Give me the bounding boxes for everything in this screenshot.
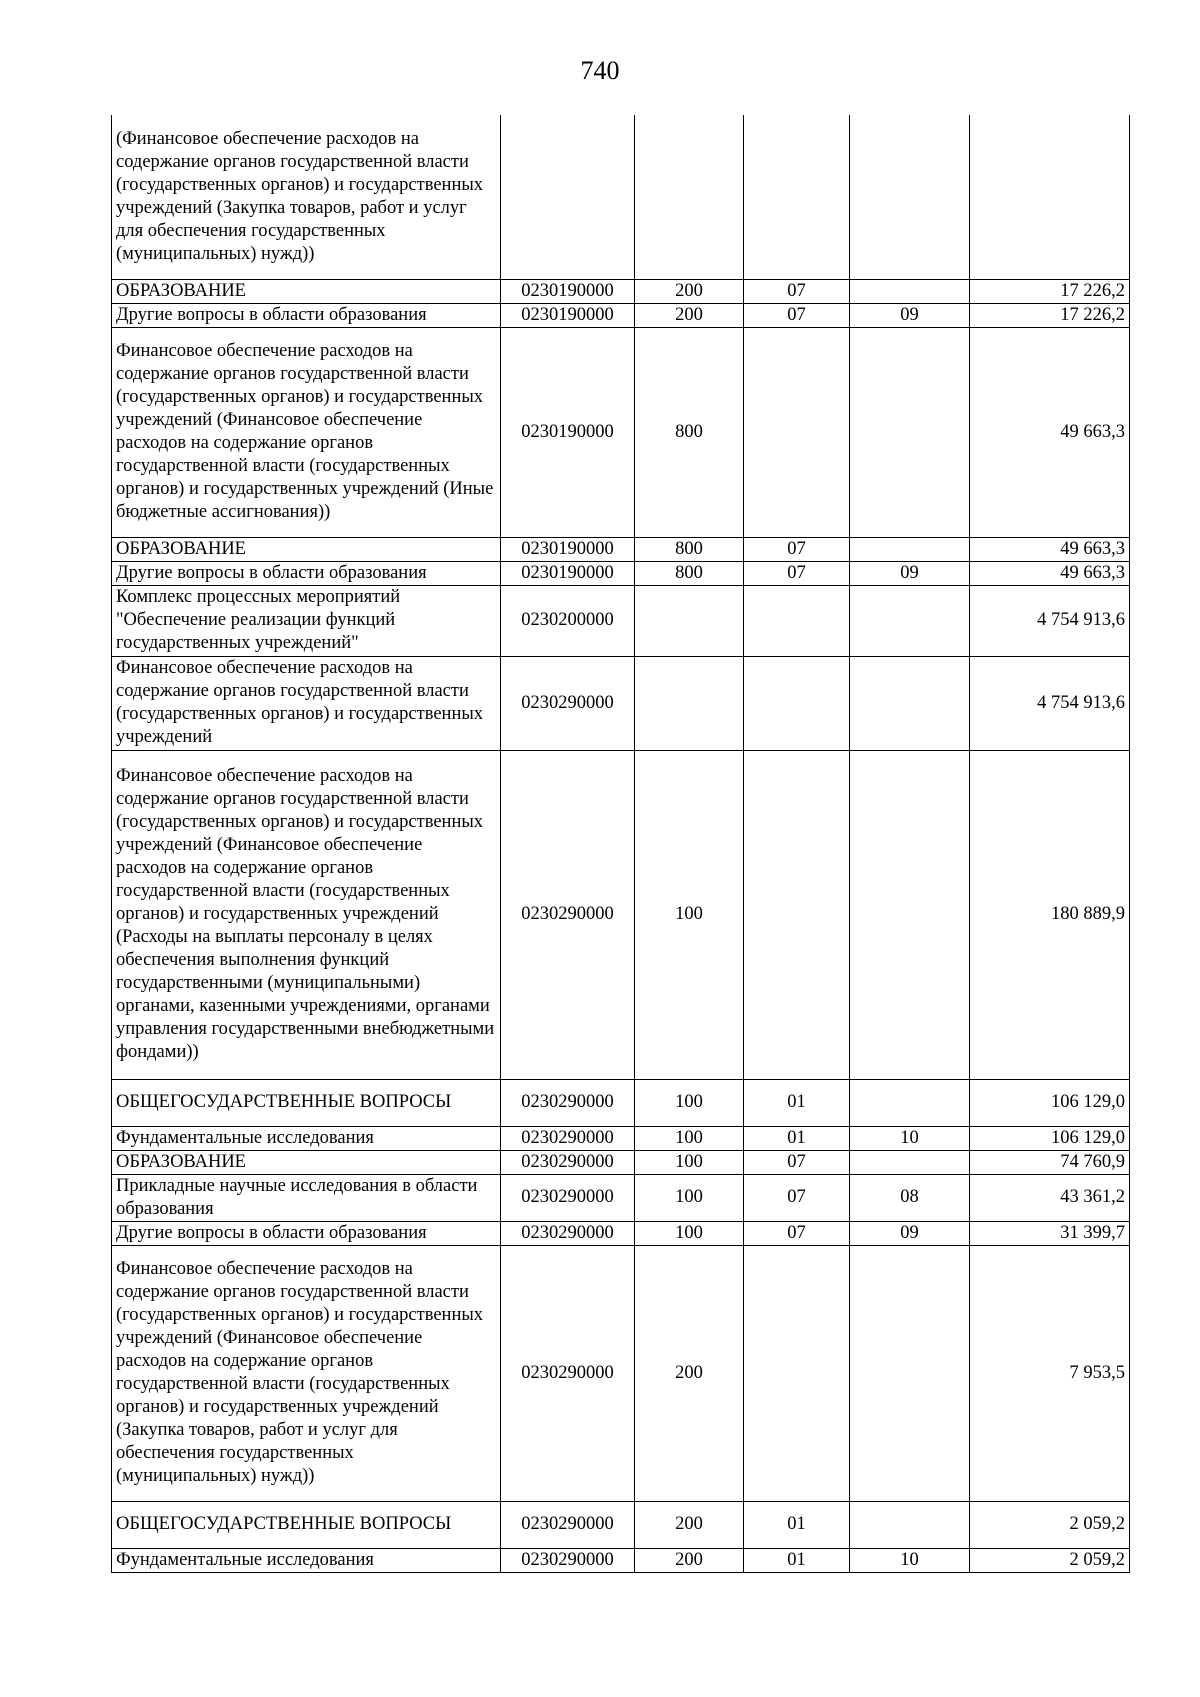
row-vr-cell: 800 xyxy=(635,537,744,561)
row-rz-cell: 07 xyxy=(744,537,850,561)
row-pr-cell xyxy=(850,656,970,750)
row-rz-cell: 07 xyxy=(744,561,850,585)
row-amount-cell: 17 226,2 xyxy=(970,279,1130,303)
row-pr-cell: 10 xyxy=(850,1126,970,1150)
row-pr-cell: 09 xyxy=(850,561,970,585)
row-vr-cell: 200 xyxy=(635,1245,744,1501)
row-rz-cell: 01 xyxy=(744,1126,850,1150)
row-csr-cell: 0230290000 xyxy=(501,656,635,750)
row-csr-cell: 0230190000 xyxy=(501,327,635,537)
row-vr-cell: 800 xyxy=(635,327,744,537)
row-csr-cell: 0230190000 xyxy=(501,303,635,327)
row-rz-cell: 01 xyxy=(744,1548,850,1572)
row-pr-cell xyxy=(850,1150,970,1174)
row-csr-cell: 0230290000 xyxy=(501,1548,635,1572)
row-amount-cell: 49 663,3 xyxy=(970,537,1130,561)
table-row xyxy=(112,585,1130,656)
row-amount-cell: 17 226,2 xyxy=(970,303,1130,327)
row-vr-cell: 100 xyxy=(635,1174,744,1221)
row-vr-cell xyxy=(635,656,744,750)
row-vr-cell: 200 xyxy=(635,279,744,303)
row-pr-cell: 09 xyxy=(850,1221,970,1245)
row-rz-cell xyxy=(744,585,850,656)
row-vr-cell: 200 xyxy=(635,303,744,327)
row-rz-cell xyxy=(744,115,850,279)
row-csr-cell: 0230290000 xyxy=(501,1501,635,1548)
row-name-cell: Прикладные научные исследования в области образования xyxy=(112,1174,501,1221)
row-amount-cell: 2 059,2 xyxy=(970,1548,1130,1572)
row-name-cell: Другие вопросы в области образования xyxy=(112,561,501,585)
row-rz-cell: 07 xyxy=(744,279,850,303)
row-pr-cell xyxy=(850,1245,970,1501)
row-name-cell: Фундаментальные исследования xyxy=(112,1548,501,1572)
row-amount-cell: 106 129,0 xyxy=(970,1126,1130,1150)
row-name-cell: Финансовое обеспечение расходов на содержание органов государственной власти (государственных органов) и государственных учреждений xyxy=(112,656,501,750)
row-amount-cell: 49 663,3 xyxy=(970,561,1130,585)
row-amount-cell: 31 399,7 xyxy=(970,1221,1130,1245)
row-name-cell: ОБЩЕГОСУДАРСТВЕННЫЕ ВОПРОСЫ xyxy=(112,1079,501,1126)
row-pr-cell xyxy=(850,585,970,656)
row-rz-cell: 01 xyxy=(744,1501,850,1548)
row-amount-cell xyxy=(970,115,1130,279)
row-vr-cell: 100 xyxy=(635,750,744,1079)
row-amount-cell: 43 361,2 xyxy=(970,1174,1130,1221)
row-amount-cell: 180 889,9 xyxy=(970,750,1130,1079)
row-pr-cell xyxy=(850,279,970,303)
table-row xyxy=(112,115,1130,279)
row-pr-cell xyxy=(850,115,970,279)
table-row xyxy=(112,1126,1130,1150)
row-csr-cell: 0230290000 xyxy=(501,1245,635,1501)
row-name-cell: ОБРАЗОВАНИЕ xyxy=(112,537,501,561)
table-row xyxy=(112,537,1130,561)
row-name-cell: Финансовое обеспечение расходов на содержание органов государственной власти (государственных органов) и государственных учреждений (Финансовое обеспечение расходов на содержание органов государственной власти (государственных органов) и государственных учреждений (Закупка товаров, работ и услуг для обеспечения государственных (муниципальных) нужд)) xyxy=(112,1245,501,1501)
row-amount-cell: 4 754 913,6 xyxy=(970,585,1130,656)
row-rz-cell xyxy=(744,1245,850,1501)
row-rz-cell: 07 xyxy=(744,1174,850,1221)
row-name-cell: Финансовое обеспечение расходов на содержание органов государственной власти (государственных органов) и государственных учреждений (Финансовое обеспечение расходов на содержание органов государственной власти (государственных органов) и государственных учреждений (Иные бюджетные ассигнования)) xyxy=(112,327,501,537)
row-csr-cell: 0230290000 xyxy=(501,1126,635,1150)
row-name-cell: Финансовое обеспечение расходов на содержание органов государственной власти (государственных органов) и государственных учреждений (Финансовое обеспечение расходов на содержание органов государственной власти (государственных органов) и государственных учреждений (Расходы на выплаты персоналу в целях обеспечения выполнения функций государственными (муниципальными) органами, казенными учреждениями, органами управления государственными внебюджетными фондами)) xyxy=(112,750,501,1079)
row-rz-cell xyxy=(744,656,850,750)
table-row xyxy=(112,1245,1130,1501)
row-vr-cell: 100 xyxy=(635,1126,744,1150)
row-vr-cell xyxy=(635,115,744,279)
row-pr-cell xyxy=(850,1079,970,1126)
row-csr-cell: 0230190000 xyxy=(501,537,635,561)
row-csr-cell: 0230290000 xyxy=(501,750,635,1079)
row-name-cell: Другие вопросы в области образования xyxy=(112,303,501,327)
row-vr-cell: 200 xyxy=(635,1548,744,1572)
row-amount-cell: 7 953,5 xyxy=(970,1245,1130,1501)
page-number: 740 xyxy=(580,56,620,85)
table-row xyxy=(112,1174,1130,1221)
row-rz-cell: 07 xyxy=(744,303,850,327)
row-vr-cell: 800 xyxy=(635,561,744,585)
table-row xyxy=(112,1150,1130,1174)
row-name-cell: ОБЩЕГОСУДАРСТВЕННЫЕ ВОПРОСЫ xyxy=(112,1501,501,1548)
table-row xyxy=(112,750,1130,1079)
row-pr-cell: 08 xyxy=(850,1174,970,1221)
row-name-cell: ОБРАЗОВАНИЕ xyxy=(112,279,501,303)
row-name-cell: (Финансовое обеспечение расходов на содержание органов государственной власти (государственных органов) и государственных учреждений (Закупка товаров, работ и услуг для обеспечения государственных (муниципальных) нужд)) xyxy=(112,115,501,279)
row-rz-cell xyxy=(744,750,850,1079)
row-rz-cell: 07 xyxy=(744,1221,850,1245)
row-pr-cell: 09 xyxy=(850,303,970,327)
row-csr-cell: 0230290000 xyxy=(501,1221,635,1245)
budget-table xyxy=(111,115,1130,1573)
row-csr-cell: 0230190000 xyxy=(501,279,635,303)
row-amount-cell: 74 760,9 xyxy=(970,1150,1130,1174)
row-pr-cell xyxy=(850,1501,970,1548)
table-row xyxy=(112,1501,1130,1548)
table-row xyxy=(112,303,1130,327)
row-name-cell: Другие вопросы в области образования xyxy=(112,1221,501,1245)
table-row xyxy=(112,1221,1130,1245)
row-vr-cell: 100 xyxy=(635,1221,744,1245)
row-csr-cell: 0230290000 xyxy=(501,1079,635,1126)
table-row xyxy=(112,561,1130,585)
row-csr-cell: 0230200000 xyxy=(501,585,635,656)
row-vr-cell xyxy=(635,585,744,656)
row-amount-cell: 106 129,0 xyxy=(970,1079,1130,1126)
row-rz-cell: 01 xyxy=(744,1079,850,1126)
row-pr-cell: 10 xyxy=(850,1548,970,1572)
row-name-cell: Фундаментальные исследования xyxy=(112,1126,501,1150)
row-rz-cell: 07 xyxy=(744,1150,850,1174)
row-pr-cell xyxy=(850,327,970,537)
row-vr-cell: 100 xyxy=(635,1150,744,1174)
row-csr-cell: 0230290000 xyxy=(501,1150,635,1174)
table-row xyxy=(112,1548,1130,1572)
row-amount-cell: 4 754 913,6 xyxy=(970,656,1130,750)
table-row xyxy=(112,656,1130,750)
row-csr-cell: 0230190000 xyxy=(501,561,635,585)
row-vr-cell: 100 xyxy=(635,1079,744,1126)
row-vr-cell: 200 xyxy=(635,1501,744,1548)
row-rz-cell xyxy=(744,327,850,537)
row-amount-cell: 2 059,2 xyxy=(970,1501,1130,1548)
row-name-cell: Комплекс процессных мероприятий "Обеспечение реализации функций государственных учреждений" xyxy=(112,585,501,656)
row-csr-cell: 0230290000 xyxy=(501,1174,635,1221)
table-row xyxy=(112,1079,1130,1126)
row-name-cell: ОБРАЗОВАНИЕ xyxy=(112,1150,501,1174)
row-csr-cell xyxy=(501,115,635,279)
table-row xyxy=(112,327,1130,537)
table-row xyxy=(112,279,1130,303)
row-amount-cell: 49 663,3 xyxy=(970,327,1130,537)
row-pr-cell xyxy=(850,537,970,561)
row-pr-cell xyxy=(850,750,970,1079)
